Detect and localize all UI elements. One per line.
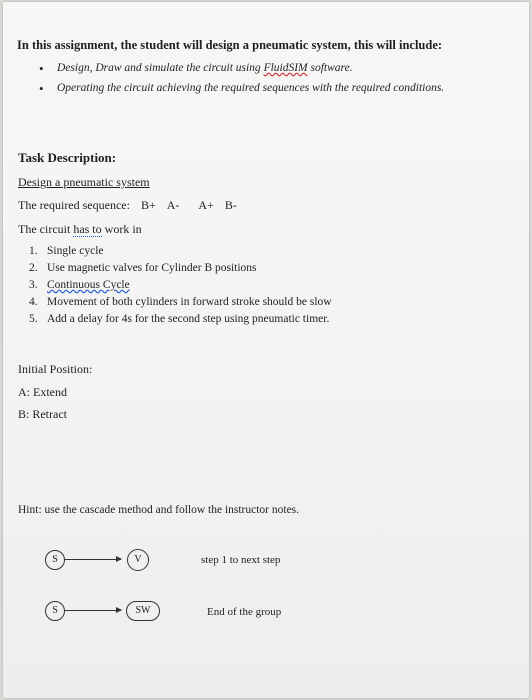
sequence-step: B- [224, 198, 237, 212]
circuit-text-after: work in [101, 222, 142, 236]
list-item [29, 243, 332, 260]
list-item-text: Add a delay for 4s for the second step using pneumatic timer. [47, 313, 330, 325]
sw-symbol: SW [126, 601, 160, 621]
legend-description: step 1 to next step [201, 554, 281, 566]
document-page [3, 2, 529, 698]
list-item-number: 2. [29, 262, 38, 274]
bullet-dot-icon: • [39, 61, 44, 76]
intro-text: In this assignment, the student will design a pneumatic system, this will include: [17, 38, 443, 52]
list-item-text: Use magnetic valves for Cylinder B positions [47, 262, 257, 274]
hint-text: Hint: use the cascade method and follow the instructor notes. [18, 504, 300, 516]
list-item [29, 260, 332, 277]
circuit-text-before: The circuit [18, 222, 74, 236]
sequence-step: B+ [140, 198, 156, 212]
list-item [29, 277, 332, 294]
list-item [29, 311, 332, 328]
arrow-icon [65, 559, 121, 560]
s-symbol: S [45, 601, 65, 621]
list-item-number: 3. [29, 279, 38, 291]
initial-position-title: Initial Position: [18, 362, 93, 376]
list-item-number: 4. [29, 296, 38, 308]
list-item-text: Movement of both cylinders in forward stroke should be slow [47, 296, 332, 308]
list-item [29, 294, 332, 311]
circuit-requirement [18, 222, 142, 237]
bullet-item-operating [39, 81, 445, 96]
v-symbol: V [127, 549, 149, 571]
list-item-text: Continuous Cycle [47, 279, 130, 291]
circuit-text-has-to: has to [73, 222, 102, 236]
s-symbol: S [45, 550, 65, 570]
bullet-dot-icon: • [39, 81, 44, 96]
legend-description: End of the group [207, 606, 282, 618]
sequence-label: The required sequence: [18, 198, 130, 212]
initial-position-a: A: Extend [18, 385, 67, 399]
sequence-step: A+ [198, 198, 214, 212]
bullet-text-after: software. [307, 62, 353, 74]
bullet-text-before: Design, Draw and simulate the circuit using [57, 62, 264, 74]
required-sequence [18, 198, 237, 213]
arrow-icon [65, 610, 121, 611]
list-item-number: 5. [29, 313, 38, 325]
task-subtitle: Design a pneumatic system [18, 175, 150, 189]
bullet-item-software [39, 61, 353, 76]
requirements-list [29, 243, 332, 328]
task-title: Task Description: [18, 150, 117, 165]
list-item-number: 1. [29, 245, 38, 257]
bullet-text: Operating the circuit achieving the required sequences with the required conditions. [57, 82, 445, 94]
software-name: FluidSIM [263, 62, 308, 74]
list-item-text: Single cycle [47, 245, 104, 257]
sequence-step: A- [166, 198, 180, 212]
initial-position-b: B: Retract [18, 407, 67, 421]
